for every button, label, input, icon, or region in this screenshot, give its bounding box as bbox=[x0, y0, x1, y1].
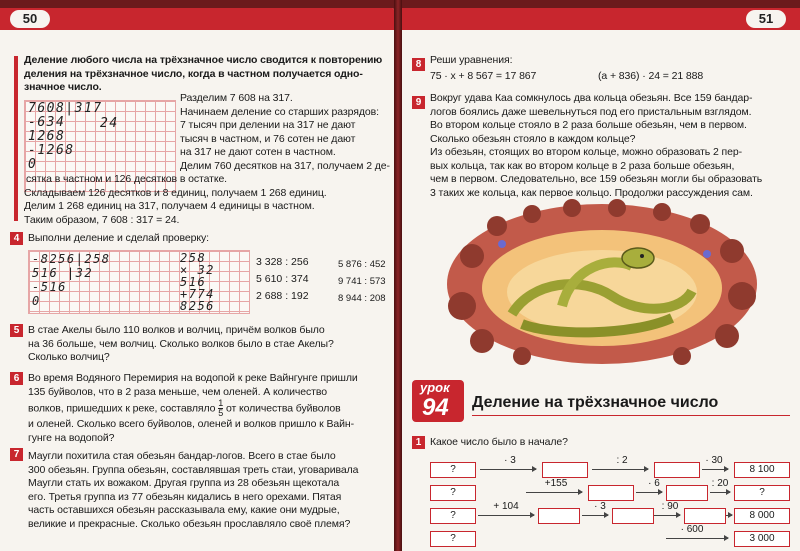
division-row: -634 bbox=[28, 115, 66, 130]
task-line: Сколько волчиц? bbox=[28, 351, 110, 363]
rule-line: Деление любого числа на трёхзначное число сводится к повторению bbox=[24, 54, 383, 66]
page-number-left: 50 bbox=[10, 10, 50, 28]
right-page bbox=[402, 8, 800, 551]
task9-text bbox=[430, 92, 762, 200]
rule-text bbox=[24, 54, 382, 95]
explanation-line: Делим 1 268 единиц на 317, получаем 4 единицы в частном. bbox=[24, 200, 315, 212]
task8-equation-2: (a + 836) · 24 = 21 888 bbox=[598, 70, 704, 82]
task-line: от количества буйволов bbox=[225, 402, 341, 415]
task4-prompt: Выполни деление и сделай проверку: bbox=[28, 232, 209, 244]
chain-arrow bbox=[478, 515, 534, 516]
task-line: 3 таких же кольца, как первое кольцо. Продолжи рассуждения сам. bbox=[430, 186, 753, 199]
task-line: вых кольца, так как во втором кольце в 2 раза больше обезьян, bbox=[430, 159, 735, 172]
chain-box-start: ? bbox=[430, 531, 476, 547]
chain-arrow bbox=[526, 492, 582, 493]
chain-arrow bbox=[702, 469, 728, 470]
hw-row: 8256 bbox=[180, 299, 215, 313]
chain-box bbox=[538, 508, 580, 524]
exercise: 5 610 : 374 bbox=[256, 273, 309, 285]
task-number-8: 8 bbox=[412, 58, 425, 71]
task6-text bbox=[28, 372, 358, 445]
rule-line: деления на трёхзначное число, когда в частном получается одно- bbox=[24, 67, 363, 80]
division-row: -1268 bbox=[28, 143, 75, 158]
explanation-line: Делим 760 десятков на 317, получаем 2 де- bbox=[180, 159, 390, 172]
explanation-bottom bbox=[24, 173, 327, 227]
exercise: 3 328 : 256 bbox=[256, 256, 309, 268]
chain-operation: · 3 bbox=[504, 455, 516, 466]
task-line: логов боялись даже шевельнуться под его пристальным взглядом. bbox=[430, 105, 752, 118]
task-line: Во втором кольце стояло в 2 раза больше обезьян, чем в первом. bbox=[430, 119, 747, 131]
chain-arrow bbox=[710, 492, 730, 493]
task-line: и оленей. Сколько всего буйволов, оленей и волков пришло к Вайн- bbox=[28, 418, 354, 430]
division-row: 1268 bbox=[28, 129, 66, 144]
explanation-line: Таким образом, 7 608 : 317 = 24. bbox=[24, 213, 180, 226]
task1-prompt: Какое число было в начале? bbox=[430, 436, 568, 448]
hw-row: × 32 bbox=[180, 263, 215, 277]
chain-box-end: 8 100 bbox=[734, 462, 790, 478]
task-number-5: 5 bbox=[10, 324, 23, 337]
task-number-9: 9 bbox=[412, 96, 425, 109]
task-line: Из обезьян, стоящих во втором кольце, можно образовать 2 пер- bbox=[430, 146, 743, 158]
explanation-line: Складываем 126 десятков и 8 единиц, получаем 1 268 единиц. bbox=[24, 186, 327, 199]
left-page bbox=[0, 8, 394, 551]
fraction-numerator: 1 bbox=[218, 398, 224, 408]
task6-fraction-line bbox=[28, 399, 358, 418]
hw-row: 516 |32 bbox=[32, 266, 94, 280]
chain-box bbox=[542, 462, 588, 478]
task-line: Сколько обезьян стояло в каждом кольце? bbox=[430, 132, 636, 145]
task5-text bbox=[28, 324, 334, 365]
hw-row: +774 bbox=[180, 287, 215, 301]
task-line: Маугли стать их вожаком. Другая группа из 28 обезьян щекотала bbox=[28, 477, 340, 489]
fraction-denominator: 5 bbox=[218, 408, 224, 418]
hw-row: 516 bbox=[180, 275, 207, 289]
hw-row: 0 bbox=[32, 294, 41, 308]
task-line: волков, пришедших к реке, составляло bbox=[28, 402, 216, 415]
chain-operation: · 6 bbox=[648, 478, 660, 489]
explanation-line: Начинаем деление со старших разрядов: bbox=[180, 105, 379, 118]
task-line: Во время Водяного Перемирия на водопой к реке Вайнгунге пришли bbox=[28, 372, 358, 384]
division-quotient: 24 bbox=[100, 116, 119, 131]
rule-line: значное число. bbox=[24, 81, 102, 93]
left-page-header-bar bbox=[0, 8, 394, 30]
chain-operation: : 90 bbox=[661, 501, 679, 512]
chain-box bbox=[588, 485, 634, 501]
lesson-word: урок bbox=[420, 380, 450, 395]
chain-box-end: ? bbox=[734, 485, 790, 501]
chain-box-end: 8 000 bbox=[734, 508, 790, 524]
fraction-one-fifth bbox=[218, 399, 223, 418]
task8-equation-1: 75 · x + 8 567 = 17 867 bbox=[430, 70, 537, 82]
task-number-1: 1 bbox=[412, 436, 425, 449]
book-gutter bbox=[394, 0, 402, 551]
chain-operation: +155 bbox=[544, 478, 568, 489]
chain-arrow bbox=[666, 538, 728, 539]
chain-arrow bbox=[480, 469, 536, 470]
explanation-line: Разделим 7 608 на 317. bbox=[180, 92, 293, 104]
explanation-line: тысяч в частном, и 76 сотен не дают bbox=[180, 132, 356, 145]
division-row: 7608|317 bbox=[28, 101, 103, 116]
task4-check bbox=[180, 252, 215, 312]
task-number-7: 7 bbox=[10, 448, 23, 461]
task-line: 300 обезьян. Группа обезьян, составлявшая треть стаи, уговаривала bbox=[28, 463, 359, 476]
long-division-example bbox=[28, 102, 103, 172]
task-line: Маугли похитила стая обезьян бандар-логов. Всего в стае было bbox=[28, 450, 336, 462]
chain-operation: · 30 bbox=[705, 455, 723, 466]
chain-arrow bbox=[654, 515, 680, 516]
hw-row: -8256|258 bbox=[32, 252, 111, 266]
exercise: 8 944 : 208 bbox=[338, 293, 386, 304]
explanation-line: на 317 не дают сотен в частном. bbox=[180, 146, 336, 158]
task-line: на 36 больше, чем волчиц. Сколько волков было в стае Акелы? bbox=[28, 337, 334, 350]
chain-arrow bbox=[636, 492, 662, 493]
page-number-right: 51 bbox=[746, 10, 786, 28]
hw-row: -516 bbox=[32, 280, 67, 294]
flower bbox=[703, 250, 711, 258]
kaa-snake-illustration bbox=[442, 196, 762, 366]
explanation-line: сятка в частном и 126 десятков в остатке. bbox=[26, 173, 228, 185]
flower bbox=[498, 240, 506, 248]
explanation-line: 7 тысяч при делении на 317 не дают bbox=[180, 119, 356, 131]
chain-box-start: ? bbox=[430, 462, 476, 478]
right-page-header-bar bbox=[402, 8, 800, 30]
exercise: 2 688 : 192 bbox=[256, 290, 309, 302]
chain-box bbox=[684, 508, 726, 524]
task7-text bbox=[28, 450, 358, 531]
task-line: В стае Акелы было 110 волков и волчиц, причём волков было bbox=[28, 324, 325, 336]
division-row: 0 bbox=[28, 157, 38, 172]
lesson-badge bbox=[412, 380, 464, 422]
chain-box-end: 3 000 bbox=[734, 531, 790, 547]
task4-col2 bbox=[338, 256, 386, 307]
rule-marker bbox=[14, 56, 18, 221]
chain-operation: · 600 bbox=[680, 524, 704, 535]
task-line: гунге на водопой? bbox=[28, 431, 115, 444]
task-line: 135 буйволов, что в 2 раза меньше, чем оленей. А количество bbox=[28, 385, 327, 398]
title-underline bbox=[472, 415, 790, 416]
task4-division bbox=[32, 252, 111, 308]
chain-operation: : 2 bbox=[616, 455, 628, 466]
chain-box-start: ? bbox=[430, 485, 476, 501]
chain-operation: · 3 bbox=[594, 501, 606, 512]
snake-eye bbox=[640, 254, 644, 258]
exercise: 9 741 : 573 bbox=[338, 276, 386, 287]
chain-operation: : 20 bbox=[711, 478, 729, 489]
task-line: часть оставшихся обезьян рассказывала ему, какие они мудрые, bbox=[28, 504, 340, 516]
lesson-number: 94 bbox=[422, 394, 449, 421]
task8-prompt: Реши уравнения: bbox=[430, 54, 513, 66]
task-line: чем в первом. Следовательно, все 159 обезьян могли бы образовать bbox=[430, 173, 763, 185]
hw-row: 258 bbox=[180, 251, 207, 265]
task-number-6: 6 bbox=[10, 372, 23, 385]
task-line: Вокруг удава Каа сомкнулось два кольца обезьян. Все 159 бандар- bbox=[430, 92, 753, 104]
task-number-4: 4 bbox=[10, 232, 23, 245]
chain-box-start: ? bbox=[430, 508, 476, 524]
task4-col1 bbox=[256, 254, 309, 305]
lesson-title: Деление на трёхзначное число bbox=[472, 394, 719, 411]
task-line: его. Третья группа из 77 обезьян кидались в него орехами. Пятая bbox=[28, 490, 342, 503]
exercise: 5 876 : 452 bbox=[338, 259, 386, 270]
chain-arrow bbox=[582, 515, 608, 516]
chain-arrow bbox=[726, 515, 732, 516]
task-line: великие и прекрасные. Сколько обезьян прославляло своё племя? bbox=[28, 517, 351, 530]
explanation-right bbox=[180, 92, 390, 173]
chain-box bbox=[612, 508, 654, 524]
snake-head bbox=[622, 248, 654, 268]
chain-operation: + 104 bbox=[493, 501, 519, 512]
chain-arrow bbox=[592, 469, 648, 470]
